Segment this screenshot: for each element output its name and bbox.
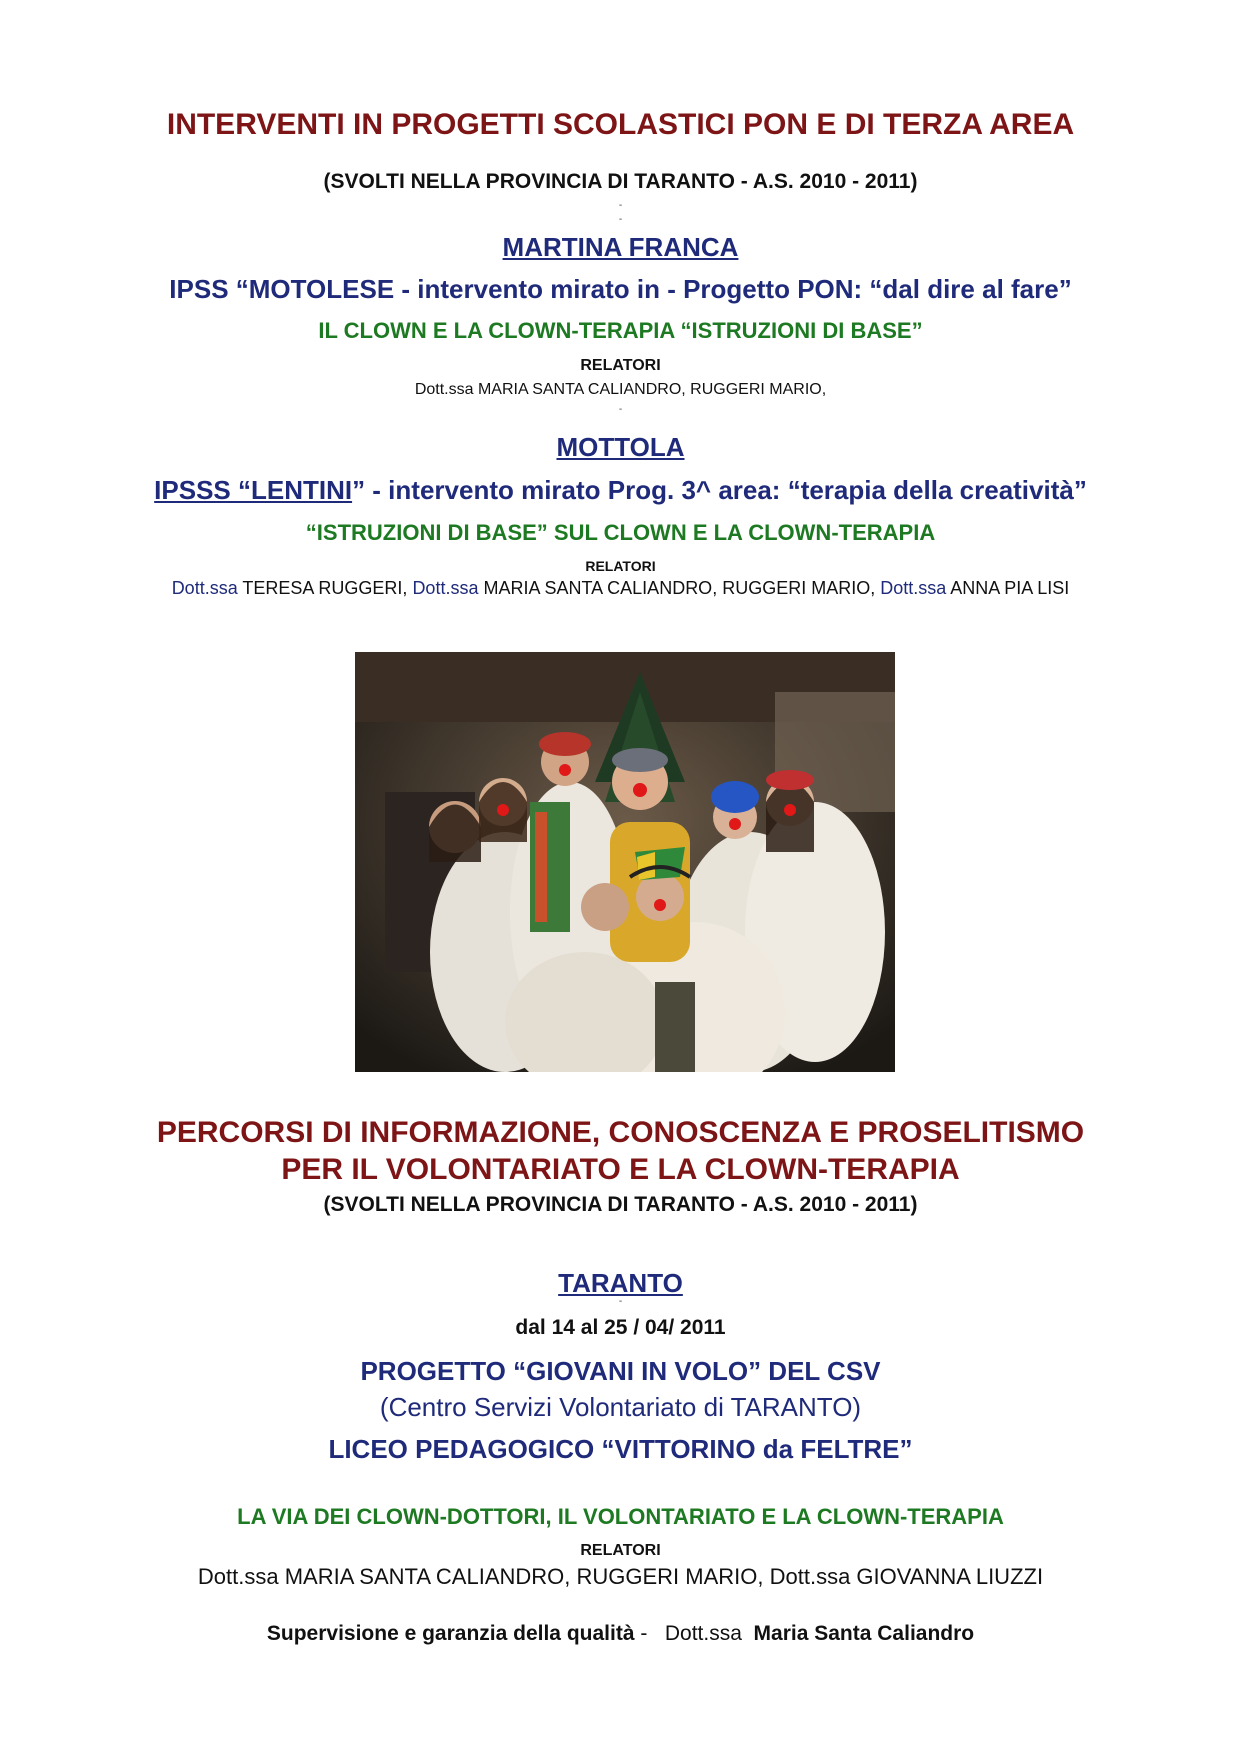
separator-dash: - (618, 214, 623, 225)
location-label: MARTINA FRANCA (502, 232, 739, 262)
location-mottola (0, 432, 1241, 463)
supervision-label: Supervisione e garanzia della qualità (266, 1622, 635, 1645)
supervisor-name: Maria Santa Caliandro (753, 1622, 975, 1645)
separator-dash: - (618, 200, 623, 211)
project-name: PROGETTO “GIOVANI IN VOLO” DEL CSV (360, 1356, 881, 1386)
relatore-name: TERESA RUGGERI, (237, 578, 413, 598)
relatori-label: RELATORI (585, 558, 656, 574)
location-label: TARANTO (558, 1268, 683, 1298)
school-project: ” - intervento mirato Prog. 3^ area: “terapia della creatività” (352, 475, 1087, 505)
relatori-mottola (0, 578, 1241, 599)
footer-supervision (0, 1622, 1241, 1646)
relatore-name: ANNA PIA LISI (946, 578, 1070, 598)
relatore-name: MARIA SANTA CALIANDRO, RUGGERI MARIO, (478, 578, 881, 598)
section2-title-line2: PER IL VOLONTARIATO E LA CLOWN-TERAPIA (281, 1153, 960, 1186)
group-photo-illustration (355, 652, 895, 1072)
group-photo-clowns (355, 652, 895, 1072)
title-dottssa: Dott.ssa (412, 578, 479, 598)
project-subtitle: (Centro Servizi Volontariato di TARANTO) (379, 1392, 862, 1422)
school-ipsss-lentini (0, 475, 1241, 506)
section2-subtitle: (SVOLTI NELLA PROVINCIA DI TARANTO - A.S. 2010 - 2011) (323, 1193, 918, 1216)
location-taranto (0, 1268, 1241, 1299)
event-dates: dal 14 al 25 / 04/ 2011 (515, 1316, 726, 1339)
separator-dash: - (618, 404, 623, 415)
relatori-taranto: Dott.ssa MARIA SANTA CALIANDRO, RUGGERI MARIO, Dott.ssa GIOVANNA LIUZZI (197, 1564, 1044, 1589)
school-ipss-motolese: IPSS “MOTOLESE - intervento mirato in - Progetto PON: “dal dire al fare” (169, 274, 1072, 304)
title-dottssa: Dott.ssa (171, 578, 238, 598)
relatori-label: RELATORI (580, 357, 661, 374)
location-label: MOTTOLA (556, 432, 685, 462)
topic-taranto: LA VIA DEI CLOWN-DOTTORI, IL VOLONTARIATO E LA CLOWN-TERAPIA (237, 1504, 1004, 1529)
section2-title-line1: PERCORSI DI INFORMAZIONE, CONOSCENZA E PROSELITISMO (156, 1116, 1085, 1149)
topic-martina-franca: IL CLOWN E LA CLOWN-TERAPIA “ISTRUZIONI DI BASE” (318, 318, 923, 343)
supervisor-title: Dott.ssa (664, 1622, 754, 1645)
relatori-martina-franca: Dott.ssa MARIA SANTA CALIANDRO, RUGGERI MARIO, (414, 381, 827, 398)
location-martina-franca (0, 232, 1241, 263)
title-dottssa: Dott.ssa (880, 578, 947, 598)
separator-dash: - (618, 1296, 623, 1307)
section1-subtitle: (SVOLTI NELLA PROVINCIA DI TARANTO - A.S. 2010 - 2011) (323, 170, 918, 193)
relatori-label: RELATORI (580, 1542, 661, 1559)
section1-title: INTERVENTI IN PROGETTI SCOLASTICI PON E DI TERZA AREA (166, 108, 1075, 141)
supervision-separator: - (634, 1622, 665, 1645)
topic-mottola: “ISTRUZIONI DI BASE” SUL CLOWN E LA CLOWN-TERAPIA (305, 520, 936, 545)
school-name: IPSSS “LENTINI (154, 475, 353, 505)
school-liceo: LICEO PEDAGOGICO “VITTORINO da FELTRE” (328, 1434, 913, 1464)
